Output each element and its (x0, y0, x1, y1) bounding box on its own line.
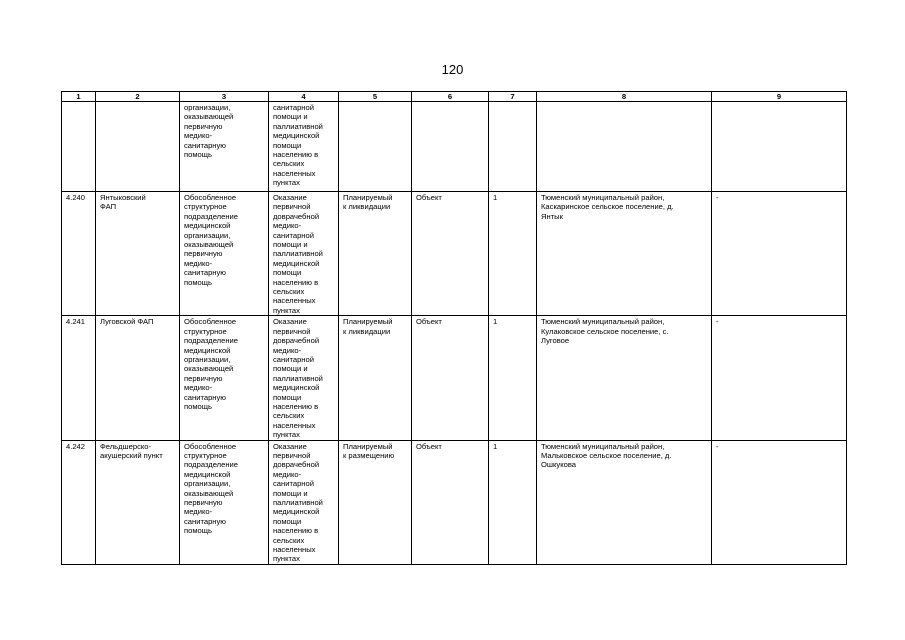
page-number: 120 (441, 62, 464, 77)
cell-location (537, 102, 712, 192)
cell-zone (712, 102, 847, 192)
cell-zone: - (712, 316, 847, 440)
cell-type: Обособленное структурное подразделение медицинской организации, оказывающей первичную медико- санитарную помощь (180, 192, 269, 316)
cell-purpose: Оказание первичной доврачебной медико- санитарной помощи и паллиативной медицинской помощи населению в сельских населенных пунктах (269, 440, 339, 564)
cell-number: 4.241 (62, 316, 96, 440)
cell-purpose: санитарной помощи и паллиативной медицинской помощи населению в сельских населенных пунктах (269, 102, 339, 192)
cell-purpose: Оказание первичной доврачебной медико- санитарной помощи и паллиативной медицинской помощи населению в сельских населенных пунктах (269, 192, 339, 316)
cell-status: Планируемый к ликвидации (339, 192, 412, 316)
cell-type: Обособленное структурное подразделение медицинской организации, оказывающей первичную медико- санитарную помощь (180, 440, 269, 564)
cell-name: Янтыковский ФАП (96, 192, 180, 316)
cell-unit: Объект (412, 316, 489, 440)
cell-unit: Объект (412, 440, 489, 564)
cell-name (96, 102, 180, 192)
cell-number: 4.240 (62, 192, 96, 316)
cell-location: Тюменский муниципальный район, Каскаринское сельское поселение, д. Янтык (537, 192, 712, 316)
cell-status: Планируемый к размещению (339, 440, 412, 564)
table-row (62, 192, 847, 316)
objects-table (61, 91, 847, 565)
header-row (62, 92, 847, 102)
header-col-7: 7 (489, 92, 537, 102)
cell-status: Планируемый к ликвидации (339, 316, 412, 440)
cell-purpose: Оказание первичной доврачебной медико- санитарной помощи и паллиативной медицинской помощи населению в сельских населенных пунктах (269, 316, 339, 440)
header-col-8: 8 (537, 92, 712, 102)
cell-unit (412, 102, 489, 192)
header-col-4: 4 (269, 92, 339, 102)
cell-quantity: 1 (489, 316, 537, 440)
cell-zone: - (712, 192, 847, 316)
header-col-6: 6 (412, 92, 489, 102)
header-col-9: 9 (712, 92, 847, 102)
cell-quantity (489, 102, 537, 192)
cell-location: Тюменский муниципальный район, Кулаковское сельское поселение, с. Луговое (537, 316, 712, 440)
header-col-1: 1 (62, 92, 96, 102)
cell-location: Тюменский муниципальный район, Мальковское сельское поселение, д. Ошкукова (537, 440, 712, 564)
cell-name: Фельдшерско- акушерский пункт (96, 440, 180, 564)
header-col-5: 5 (339, 92, 412, 102)
cell-zone: - (712, 440, 847, 564)
header-col-3: 3 (180, 92, 269, 102)
cell-unit: Объект (412, 192, 489, 316)
cell-status (339, 102, 412, 192)
table-row (62, 440, 847, 564)
cell-quantity: 1 (489, 192, 537, 316)
cell-type: организации, оказывающей первичную медико- санитарную помощь (180, 102, 269, 192)
table-row (62, 316, 847, 440)
cell-number: 4.242 (62, 440, 96, 564)
cell-quantity: 1 (489, 440, 537, 564)
cell-type: Обособленное структурное подразделение медицинской организации, оказывающей первичную медико- санитарную помощь (180, 316, 269, 440)
cell-number (62, 102, 96, 192)
header-col-2: 2 (96, 92, 180, 102)
cell-name: Луговской ФАП (96, 316, 180, 440)
table-row (62, 102, 847, 192)
